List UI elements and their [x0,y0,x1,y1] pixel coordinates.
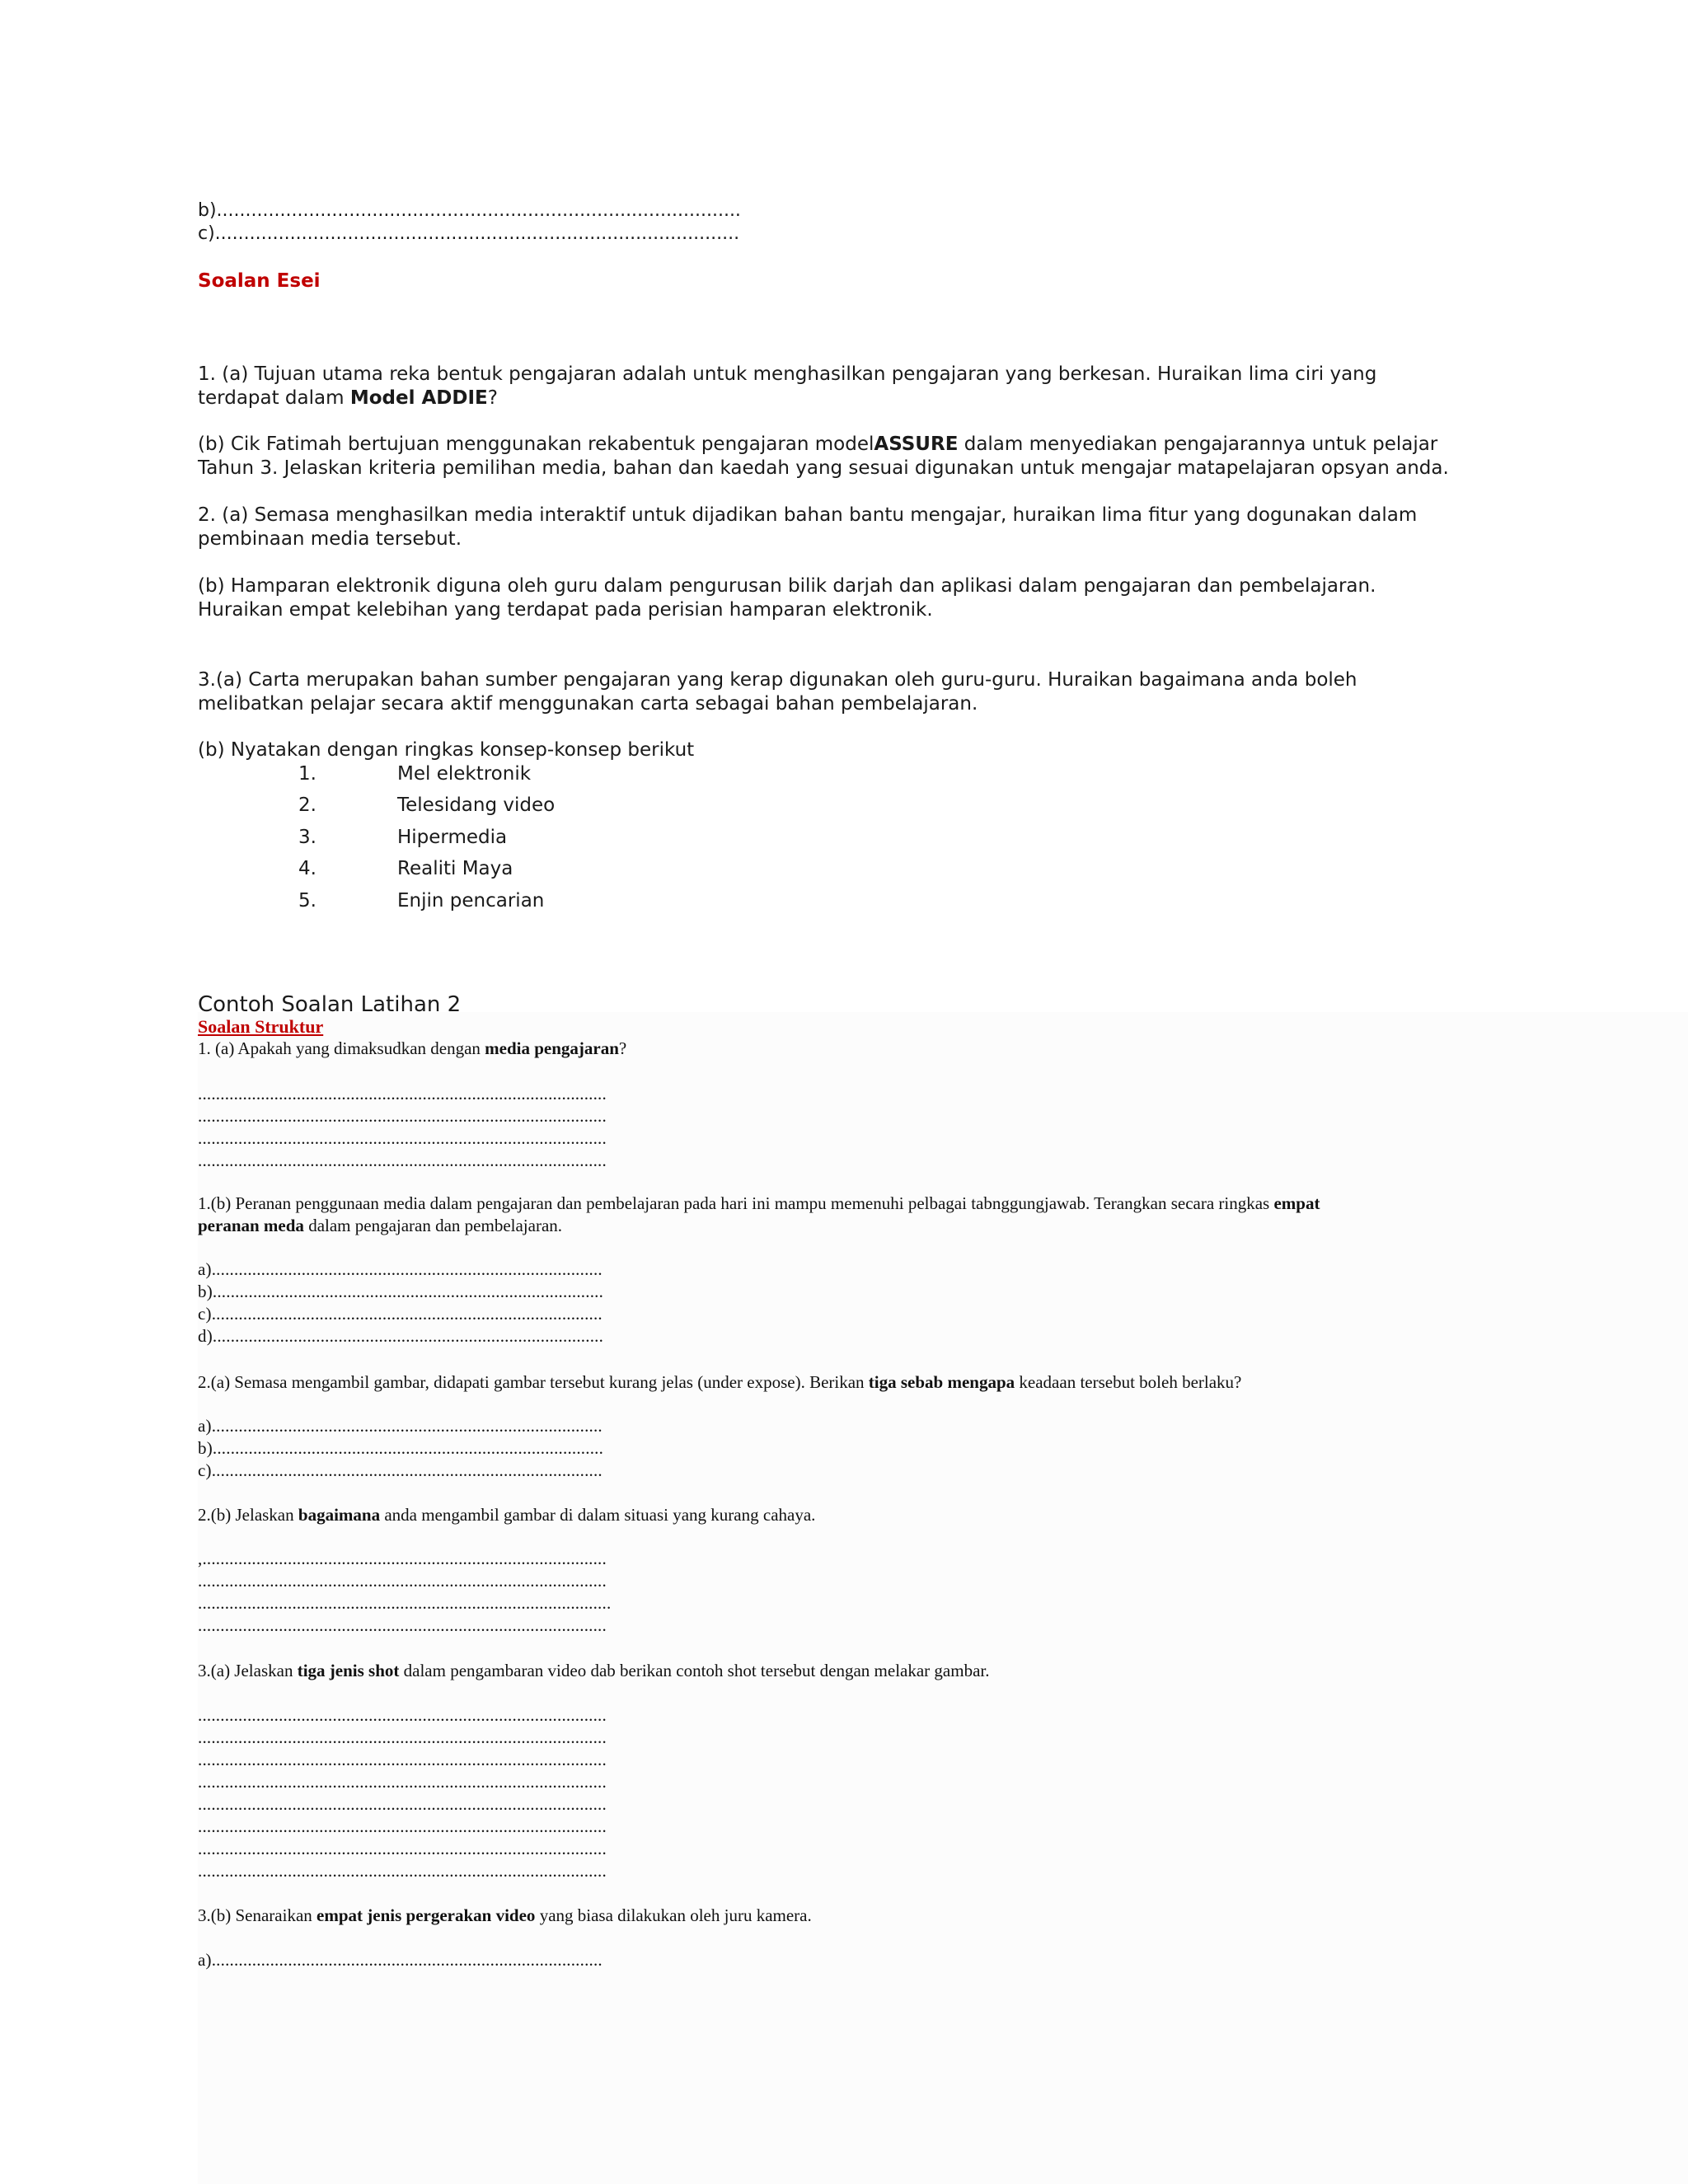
essay-q1b-line2: Tahun 3. Jelaskan kriteria pemilihan media, bahan dan kaedah yang sesuai digunakan untuk mengajar matapelajaran opsyan anda. [198,457,1449,479]
answer-line: ........................................................................................... [198,1839,607,1858]
essay-q2a-line2: pembinaan media tersebut. [198,528,462,550]
concept-item: Enjin pencarian [397,890,545,912]
essay-q2a-line1: 2. (a) Semasa menghasilkan media interaktif untuk dijadikan bahan bantu mengajar, huraikan lima fitur yang dogunakan dalam [198,504,1418,526]
struct-q3a-text: 3.(a) Jelaskan [198,1661,298,1680]
answer-line: ,.......................................................................................... [198,1549,607,1568]
answer-line: ........................................................................................... [198,1772,607,1792]
essay-q2b-line1: (b) Hamparan elektronik diguna oleh guru dalam pengurusan bilik darjah dan aplikasi dalam pengajaran dan pembelajaran. [198,575,1376,597]
answer-line: a)....................................................................................... [198,1950,603,1970]
answer-line: ........................................................................................... [198,1106,607,1126]
struct-q1b-line2 [198,1215,562,1236]
struct-q1b-text: 1.(b) Peranan penggunaan media dalam pengajaran dan pembelajaran pada hari ini mampu memenuhi pelbagai tabnggungjawab. Terangkan secara ringkas [198,1193,1274,1213]
empat-term: empat [1273,1193,1320,1213]
answer-line: ........................................................................................... [198,1615,607,1635]
answer-line: ........................................................................................... [198,1084,607,1104]
essay-q1a-text: terdapat dalam [198,387,350,409]
concept-num: 4. [298,858,316,879]
answer-line: ........................................................................................... [198,1794,607,1814]
struct-q3b-text: 3.(b) Senaraikan [198,1905,317,1925]
answer-line: ........................................................................................... [198,1861,607,1881]
struct-q2a-text: 2.(a) Semasa mengambil gambar, didapati gambar tersebut kurang jelas (under expose). Berikan [198,1372,869,1392]
peranan-meda-term: peranan meda [198,1216,304,1235]
concept-num: 1. [298,763,316,785]
answer-line: ........................................................................................... [198,1705,607,1725]
answer-line: ........................................................................................... [198,1128,607,1148]
model-addie-term: Model ADDIE [349,387,488,409]
answer-line-c: c)........................................................................................... [198,223,740,244]
answer-line: c)....................................................................................... [198,1304,603,1324]
struct-q1b-text-post: dalam pengajaran dan pembelajaran. [303,1216,563,1235]
essay-heading: Soalan Esei [198,270,321,292]
struct-q3a-text-post: dalam pengambaran video dab berikan contoh shot tersebut dengan melakar gambar. [399,1661,990,1680]
essay-q3a-line2: melibatkan pelajar secara aktif menggunakan carta sebagai bahan pembelajaran. [198,693,978,715]
struct-q2b-text-post: anda mengambil gambar di dalam situasi yang kurang cahaya. [380,1505,816,1525]
essay-q1a-line2 [198,387,498,410]
structure-heading: Soalan Struktur [198,1016,324,1037]
struct-q2b-text: 2.(b) Jelaskan [198,1505,298,1525]
answer-line: ........................................................................................... [198,1750,607,1769]
struct-q1a-text: 1. (a) Apakah yang dimaksudkan dengan [198,1038,485,1058]
essay-q1b-line1 [198,433,1437,457]
answer-line: ........................................................................................... [198,1727,607,1747]
answer-line: ........................................................................................... [198,1816,607,1836]
empat-jenis-pergerakan-term: empat jenis pergerakan video [316,1905,536,1925]
concept-item: Telesidang video [397,794,556,816]
essay-q1a-mark: ? [487,387,498,409]
answer-line: b)....................................................................................... [198,1282,604,1301]
answer-line: d)....................................................................................... [198,1326,604,1346]
struct-q1a-mark: ? [618,1038,627,1058]
concept-item: Realiti Maya [397,858,513,879]
answer-line: ............................................................................................ [198,1593,612,1613]
answer-line: a)....................................................................................... [198,1416,603,1436]
tiga-jenis-shot-term: tiga jenis shot [297,1661,400,1680]
concept-num: 2. [298,794,316,816]
struct-q3a [198,1660,989,1681]
essay-q3a-line1: 3.(a) Carta merupakan bahan sumber pengajaran yang kerap digunakan oleh guru-guru. Huraikan bagaimana anda boleh [198,669,1357,691]
struct-q1a [198,1038,626,1059]
struct-q2a-text-post: keadaan tersebut boleh berlaku? [1015,1372,1242,1392]
concept-item: Mel elektronik [397,763,532,785]
concept-item: Hipermedia [397,827,508,848]
assure-term: ASSURE [874,434,959,455]
essay-q1a-line1: 1. (a) Tujuan utama reka bentuk pengajaran adalah untuk menghasilkan pengajaran yang berkesan. Huraikan lima ciri yang [198,363,1377,385]
essay-q3b: (b) Nyatakan dengan ringkas konsep-konsep berikut [198,739,695,761]
essay-q1b-text-post: dalam menyediakan pengajarannya untuk pelajar [958,434,1438,455]
latihan2-title: Contoh Soalan Latihan 2 [198,992,462,1017]
answer-line: b)....................................................................................... [198,1438,604,1458]
concept-num: 3. [298,827,316,848]
bagaimana-term: bagaimana [298,1505,381,1525]
answer-line: ........................................................................................... [198,1151,607,1170]
tiga-sebab-term: tiga sebab mengapa [868,1372,1015,1392]
answer-line: a)....................................................................................... [198,1259,603,1279]
answer-line-b: b)........................................................................................... [198,200,741,221]
struct-q3b-text-post: yang biasa dilakukan oleh juru kamera. [535,1905,812,1925]
struct-q3b [198,1905,812,1926]
media-pengajaran-term: media pengajaran [485,1038,619,1058]
concept-num: 5. [298,890,316,912]
struct-q1b-line1 [198,1193,1320,1214]
essay-q2b-line2: Huraikan empat kelebihan yang terdapat pada perisian hamparan elektronik. [198,599,933,621]
struct-q2a [198,1371,1241,1393]
essay-q1b-text: (b) Cik Fatimah bertujuan menggunakan rekabentuk pengajaran model [198,434,874,455]
answer-line: c)....................................................................................... [198,1460,603,1480]
struct-q2b [198,1504,815,1526]
answer-line: ........................................................................................... [198,1571,607,1591]
